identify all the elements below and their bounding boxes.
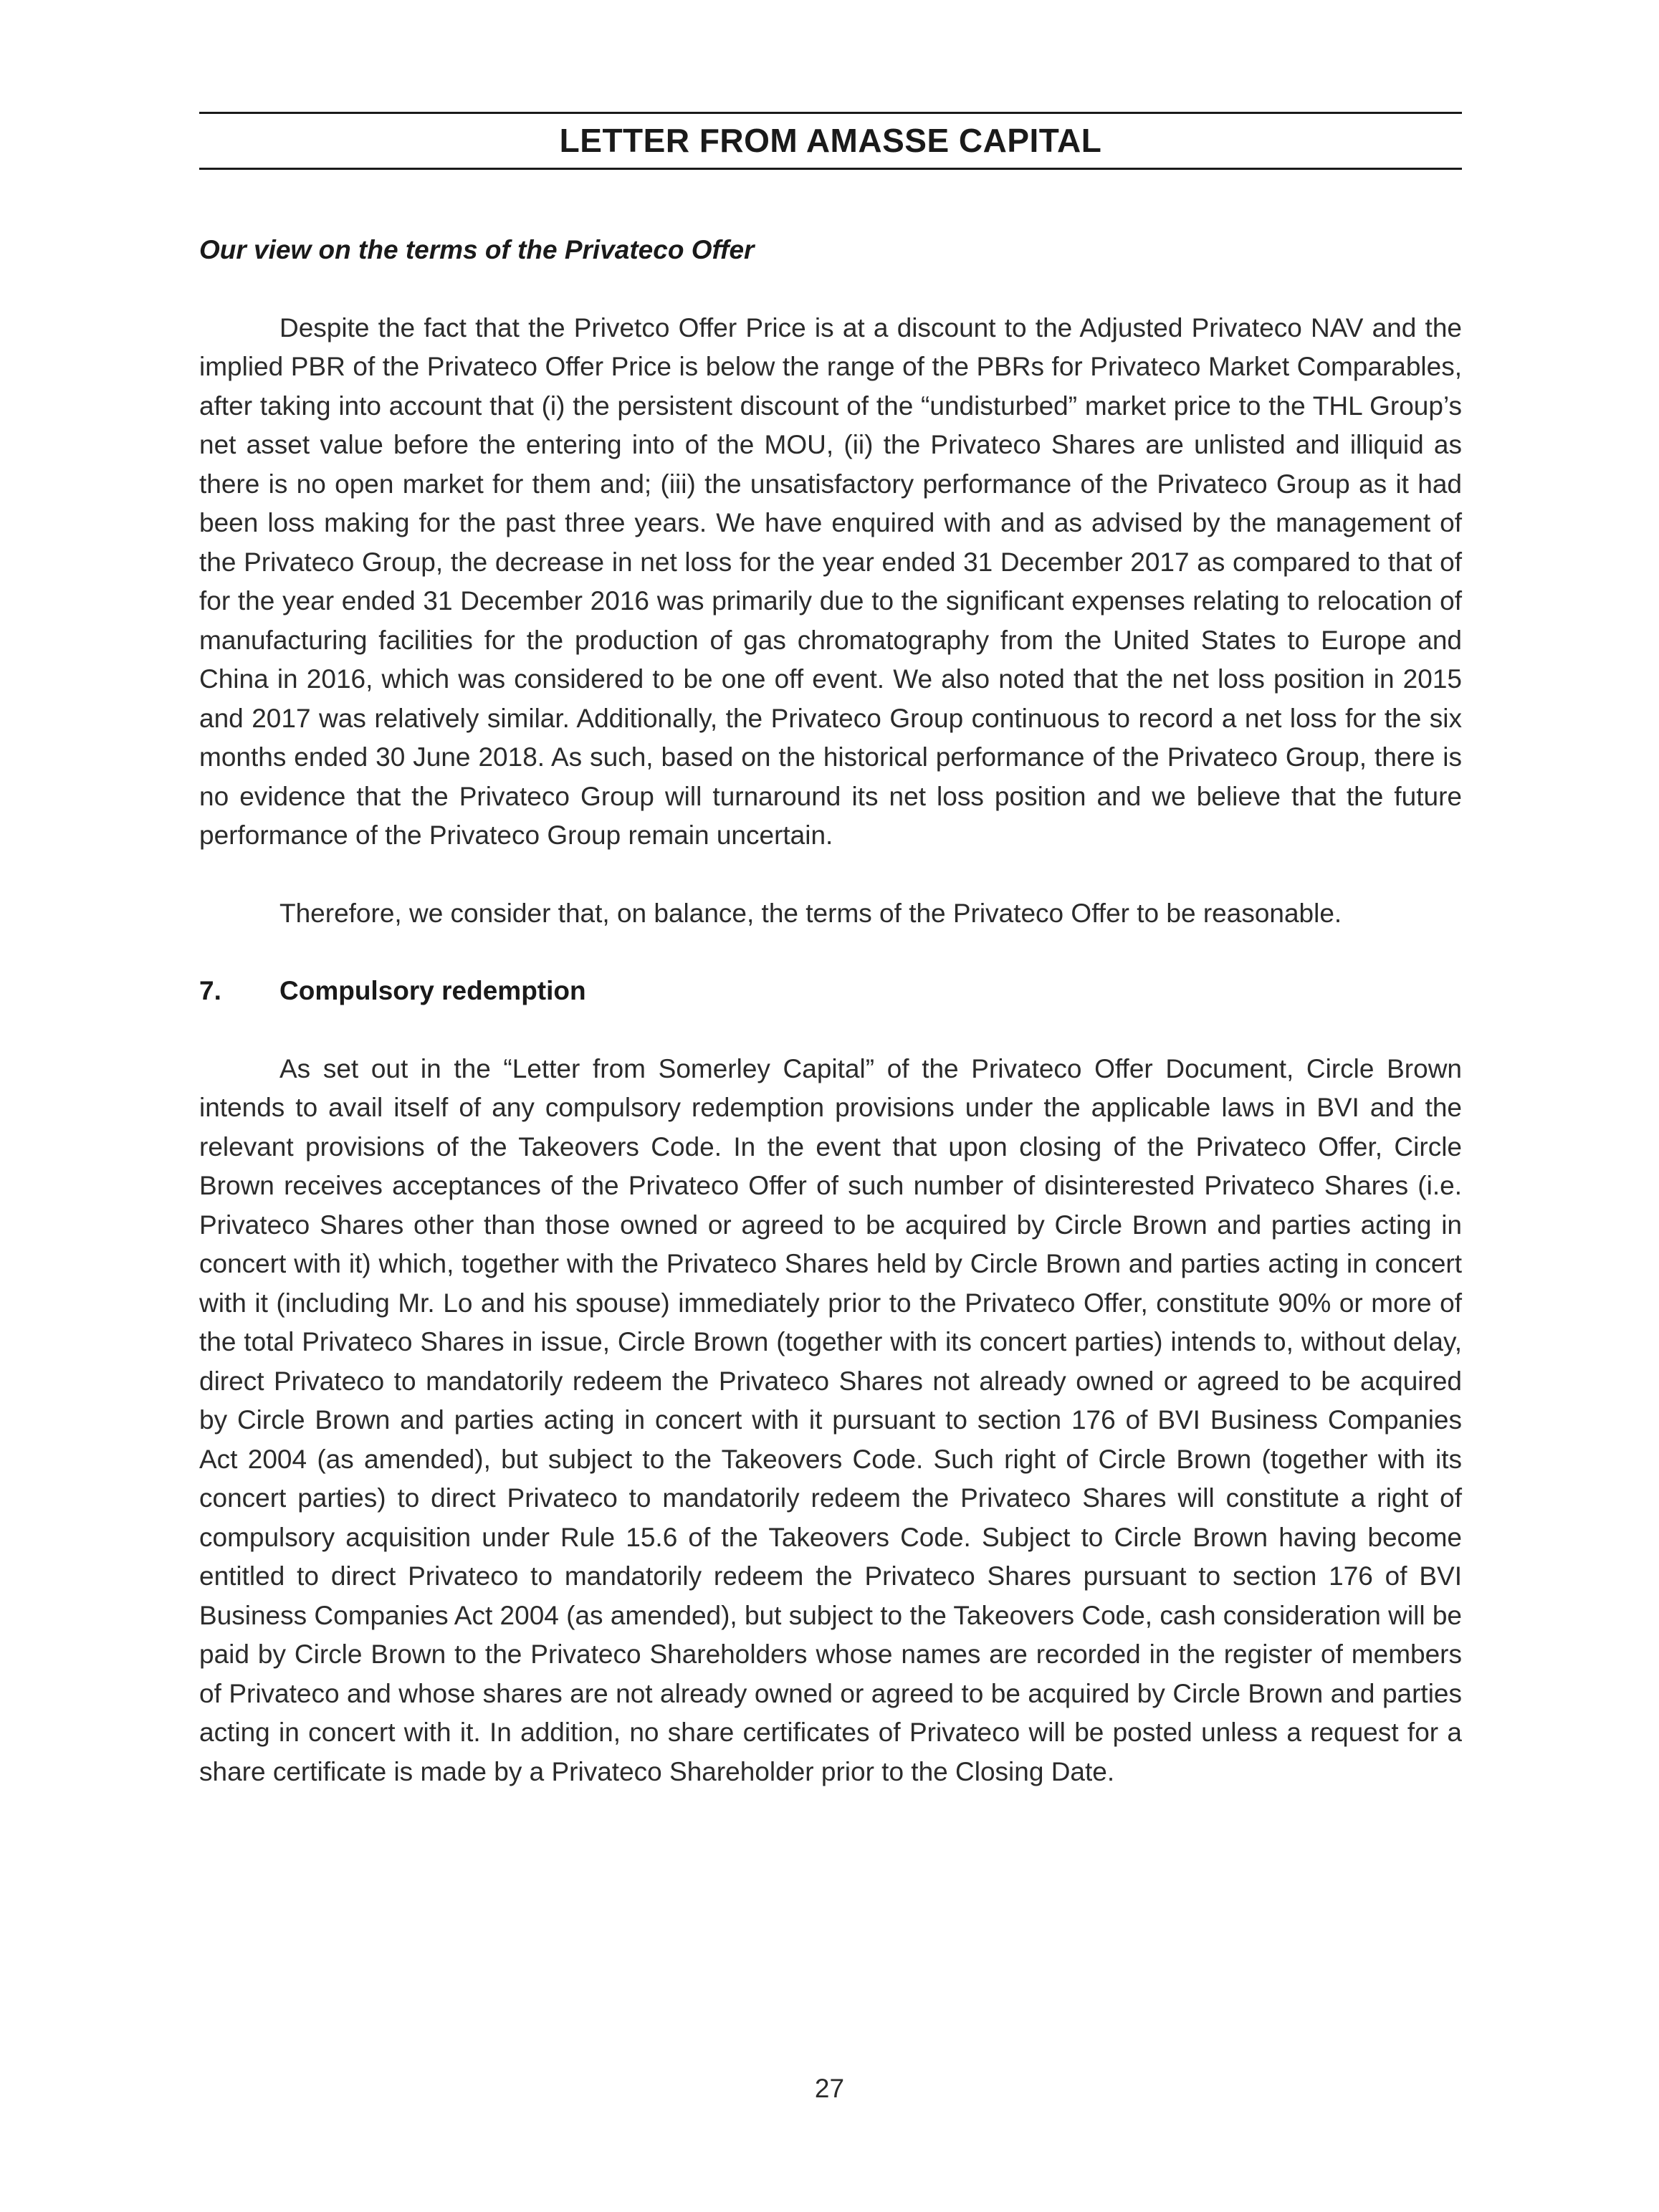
paragraph-compulsory-redemption: As set out in the “Letter from Somerley Capital” of the Privateco Offer Document, Circle Brown intends to avail itself of any compulsory redemption provisions under the applicable laws in BVI and the relevant provisions of the Takeovers Code. In the event that upon closing of the Privateco Offer, Circle Brown receives acceptances of the Privateco Offer of such number of disinterested Privateco Shares (i.e. Privateco Shares other than those owned or agreed to be acquired by Circle Brown and parties acting in concert with it) which, together with the Privateco Shares held by Circle Brown and parties acting in concert with it (including Mr. Lo and his spouse) immediately prior to the Privateco Offer, constitute 90% or more of the total Privateco Shares in issue, Circle Brown (together with its concert parties) intends to, without delay, direct Privateco to mandatorily redeem the Privateco Shares not already owned or agreed to be acquired by Circle Brown and parties acting in concert with it pursuant to section 176 of BVI Business Companies Act 2004 (as amended), but subject to the Takeovers Code. Such right of Circle Brown (together with its concert parties) to direct Privateco to mandatorily redeem the Privateco Shares will constitute a right of compulsory acquisition under Rule 15.6 of the Takeovers Code. Subject to Circle Brown having become entitled to direct Privateco to mandatorily redeem the Privateco Shares pursuant to section 176 of BVI Business Companies Act 2004 (as amended), but subject to the Takeovers Code, cash consideration will be paid by Circle Brown to the Privateco Shareholders whose names are recorded in the register of members of Privateco and whose shares are not already owned or agreed to be acquired by Circle Brown and parties acting in concert with it. In addition, no share certificates of Privateco will be posted unless a request for a share certificate is made by a Privateco Shareholder prior to the Closing Date. [199, 1053, 1462, 1786]
section-subheading-view: Our view on the terms of the Privateco Offer [199, 235, 755, 264]
paragraph-view-analysis: Despite the fact that the Privetco Offer Price is at a discount to the Adjusted Privateco NAV and the implied PBR of the Privateco Offer Price is below the range of the PBRs for Privateco Market Comparables, after taking into account that (i) the persistent discount of the “undisturbed” market price to the THL Group’s net asset value before the entering into of the MOU, (ii) the Privateco Shares are unlisted and illiquid as there is no open market for them and; (iii) the unsatisfactory performance of the Privateco Group as it had been loss making for the past three years. We have enquired with and as advised by the management of the Privateco Group, the decrease in net loss for the year ended 31 December 2017 as compared to that of for the year ended 31 December 2016 was primarily due to the significant expenses relating to relocation of manufacturing facilities for the production of gas chromatography from the United States to Europe and China in 2016, which was considered to be one off event. We also noted that the net loss position in 2015 and 2017 was relatively similar. Additionally, the Privateco Group continuous to record a net loss for the six months ended 30 June 2018. As such, based on the historical performance of the Privateco Group, there is no evidence that the Privateco Group will turnaround its net loss position and we believe that the future performance of the Privateco Group remain uncertain. [199, 312, 1462, 850]
section-number: 7. [199, 976, 221, 1005]
document-body [199, 231, 1462, 1830]
header-top-rule [199, 112, 1462, 114]
header-bottom-rule [199, 168, 1462, 170]
section-title: Compulsory redemption [279, 976, 586, 1005]
section-heading-compulsory-redemption [199, 972, 1462, 1011]
page-number: 27 [814, 2074, 845, 2103]
page-header-title: LETTER FROM AMASSE CAPITAL [559, 122, 1102, 159]
paragraph-view-conclusion: Therefore, we consider that, on balance, the terms of the Privateco Offer to be reasonable. [279, 898, 1342, 928]
